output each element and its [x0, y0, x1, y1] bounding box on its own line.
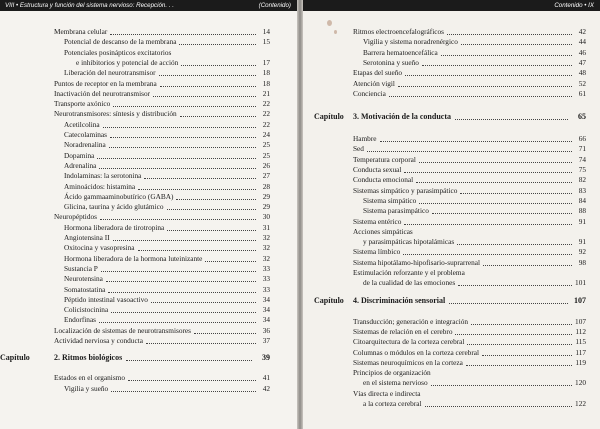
toc-entry-title: Transporte axónico — [54, 99, 111, 109]
toc-entry — [326, 358, 586, 368]
toc-leader-dots — [146, 343, 256, 344]
toc-entry-page: 18 — [262, 68, 270, 78]
toc-entry-title: Potenciales posinápticos excitatorios — [64, 47, 172, 57]
toc-entry — [326, 247, 586, 257]
toc-leader-dots — [99, 168, 256, 169]
toc-entry — [8, 373, 270, 383]
toc-entry-page: 34 — [262, 294, 270, 304]
toc-entry-page: 88 — [578, 206, 586, 216]
toc-leader-dots — [466, 365, 572, 366]
left-running-header — [0, 0, 297, 11]
right-page — [303, 0, 600, 429]
toc-entry-page: 74 — [578, 154, 586, 164]
toc-leader-dots — [106, 281, 256, 282]
toc-leader-dots — [460, 193, 572, 194]
toc-leader-dots — [194, 333, 256, 334]
toc-entry-title: Potencial de descanso de la membrana — [64, 37, 177, 47]
toc-entry-title: Acciones simpáticas — [353, 226, 413, 236]
toc-leader-dots — [461, 44, 572, 45]
toc-entry-title: en el sistema nervioso — [363, 378, 428, 388]
chapter-page: 107 — [574, 295, 586, 305]
chapter-label: Capítulo — [314, 295, 344, 305]
chapter-page: 39 — [262, 353, 270, 363]
toc-entry — [326, 175, 586, 185]
toc-entry-title: Adrenalina — [64, 160, 97, 170]
toc-entry-title: Noradrenalina — [64, 140, 106, 150]
toc-entry-page: 25 — [262, 140, 270, 150]
toc-entry — [326, 278, 586, 288]
toc-entry-title: Sistema límbico — [353, 247, 401, 257]
toc-leader-dots — [404, 172, 572, 173]
left-page — [0, 0, 297, 429]
toc-entry-page: 112 — [575, 326, 586, 336]
toc-entry-page: 83 — [578, 185, 586, 195]
toc-leader-dots — [458, 285, 572, 286]
toc-entry-title: Péptido intestinal vasoactivo — [64, 294, 148, 304]
toc-entry-page: 17 — [262, 57, 270, 67]
toc-entry — [8, 315, 270, 325]
toc-entry — [8, 264, 270, 274]
toc-entry-page: 91 — [578, 216, 586, 226]
toc-entry-title: Sustancia P — [64, 263, 98, 273]
toc-entry-title: Sistemas neuroquímicos en la corteza — [353, 357, 463, 367]
toc-entry-page: 22 — [262, 109, 270, 119]
toc-entry-page: 34 — [262, 305, 270, 315]
toc-entry-page: 47 — [578, 57, 586, 67]
toc-leader-dots — [398, 86, 572, 87]
toc-entry-title: Acetilcolina — [64, 119, 100, 129]
toc-entry — [8, 171, 270, 181]
toc-entry-page: 84 — [578, 195, 586, 205]
toc-leader-dots — [179, 44, 256, 45]
toc-entry — [8, 99, 270, 109]
right-running-header — [303, 0, 600, 11]
toc-entry — [326, 327, 586, 337]
toc-entry-page: 18 — [262, 78, 270, 88]
toc-leader-dots — [419, 162, 572, 163]
toc-leader-dots — [471, 324, 572, 325]
toc-entry-title: Sistemas simpático y parasimpático — [353, 185, 458, 195]
toc-entry — [326, 317, 586, 327]
toc-entry — [326, 206, 586, 216]
toc-entry-page: 29 — [262, 191, 270, 201]
toc-entry — [8, 212, 270, 222]
toc-entry-title: Localización de sistemas de neurotransmisores — [54, 325, 191, 335]
toc-entry-title: Hambre — [353, 134, 377, 144]
toc-entry — [326, 37, 586, 47]
toc-entry-page: 21 — [262, 88, 270, 98]
toc-entry-title: Glicina, taurina y ácido glutámico — [64, 202, 164, 212]
toc-entry-title: Transducción; generación e integración — [353, 316, 469, 326]
toc-leader-dots — [455, 119, 568, 120]
toc-entry — [326, 237, 586, 247]
toc-entry — [8, 140, 270, 150]
toc-leader-dots — [138, 189, 256, 190]
toc-entry-page: 48 — [578, 68, 586, 78]
toc-entry — [8, 130, 270, 140]
toc-entry — [8, 120, 270, 130]
toc-entry-title: Colicistocinina — [64, 305, 109, 315]
toc-entry-title: Conducta emocional — [353, 175, 414, 185]
toc-entry-title: Sistemas de relación en el cerebro — [353, 326, 453, 336]
toc-entry-title: Ácido gammaaminobutírico (GABA) — [64, 191, 174, 201]
toc-entry — [8, 58, 270, 68]
toc-entry — [8, 68, 270, 78]
toc-entry-title: Inactivación del neurotransmisor — [54, 88, 151, 98]
toc-leader-dots — [97, 158, 256, 159]
toc-leader-dots — [167, 209, 257, 210]
toc-entry — [326, 134, 586, 144]
chapter-label: Capítulo — [314, 112, 344, 122]
toc-leader-dots — [151, 302, 256, 303]
toc-entry-title: Serotonina y sueño — [363, 57, 419, 67]
toc-entry — [8, 27, 270, 37]
toc-entry-title: Conciencia — [353, 88, 386, 98]
toc-entry — [8, 295, 270, 305]
toc-entry-title: Citoarquitectura de la corteza cerebral — [353, 337, 465, 347]
toc-entry-title: Neurotensina — [64, 274, 103, 284]
toc-entry — [326, 58, 586, 68]
toc-entry-page: 27 — [262, 171, 270, 181]
toc-leader-dots — [181, 65, 256, 66]
toc-entry-title: Vigilia y sistema noradrenérgico — [363, 37, 458, 47]
toc-leader-dots — [167, 230, 256, 231]
toc-entry-title: Principios de organización — [353, 368, 431, 378]
toc-leader-dots — [403, 254, 572, 255]
toc-leader-dots — [422, 65, 572, 66]
toc-leader-dots — [126, 360, 252, 361]
toc-entry — [8, 79, 270, 89]
toc-entry-title: Etapas del sueño — [353, 68, 403, 78]
toc-entry-title: Columnas o módulos en la corteza cerebral — [353, 347, 480, 357]
toc-entry-title: de la cualidad de las emociones — [363, 278, 456, 288]
toc-leader-dots — [103, 127, 256, 128]
toc-entry-page: 71 — [578, 144, 586, 154]
toc-entry-title: Somatostatina — [64, 284, 106, 294]
toc-entry-page: 41 — [262, 373, 270, 383]
toc-entry — [326, 399, 586, 409]
toc-entry-page: 33 — [262, 274, 270, 284]
toc-leader-dots — [205, 261, 256, 262]
toc-leader-dots — [101, 271, 256, 272]
toc-leader-dots — [432, 213, 572, 214]
toc-leader-dots — [160, 86, 256, 87]
toc-entry-page: 42 — [578, 27, 586, 36]
toc-entry — [326, 155, 586, 165]
toc-entry — [8, 336, 270, 346]
toc-entry-title: Hormona liberadora de tirotropina — [64, 222, 165, 232]
toc-entry — [8, 243, 270, 253]
toc-entry-title: Sistema hipotálamo-hipofisario-suprarrenal — [353, 257, 481, 267]
toc-entry-page: 107 — [575, 316, 586, 326]
toc-leader-dots — [111, 391, 256, 392]
toc-leader-dots — [153, 96, 256, 97]
toc-leader-dots — [389, 96, 572, 97]
toc-entry-page: 32 — [262, 233, 270, 242]
toc-entry-page: 52 — [578, 78, 586, 88]
toc-entry-title: Sistema simpático — [363, 195, 417, 205]
toc-entry-title: Neuropéptidos — [54, 212, 97, 222]
toc-entry-title: Neurotransmisores: síntesis y distribución — [54, 109, 177, 119]
toc-entry-page: 24 — [262, 130, 270, 139]
toc-entry-title: Catecolaminas — [64, 130, 107, 139]
paper-stain — [327, 20, 332, 26]
toc-entry-page: 75 — [578, 165, 586, 174]
toc-leader-dots — [367, 151, 572, 152]
chapter-page: 65 — [578, 112, 586, 122]
toc-entry-page: 98 — [578, 257, 586, 267]
toc-entry — [8, 182, 270, 192]
toc-entry-title: Conducta sexual — [353, 165, 402, 174]
toc-entry-title: a la corteza cerebral — [363, 399, 422, 408]
toc-entry-page: 25 — [262, 150, 270, 160]
toc-entry — [326, 368, 586, 378]
toc-entry-title: Vías directa e indirecta — [353, 388, 421, 398]
toc-entry-page: 122 — [575, 399, 586, 408]
toc-entry — [8, 384, 270, 394]
chapter-label: Capítulo — [0, 353, 30, 363]
toc-entry-title: Sistema entérico — [353, 216, 402, 226]
toc-entry — [326, 27, 586, 37]
left-header-section: (Contenido) — [258, 2, 291, 9]
toc-entry-title: y parasimpáticas hipotalámicas — [363, 237, 455, 247]
toc-entry-page: 33 — [262, 284, 270, 294]
chapter-heading — [314, 111, 586, 123]
toc-leader-dots — [176, 199, 256, 200]
toc-entry-page: 61 — [578, 88, 586, 98]
toc-leader-dots — [405, 75, 572, 76]
toc-entry — [8, 285, 270, 295]
toc-entry-title: Indolaminas: la serotonina — [64, 171, 142, 181]
toc-entry — [8, 151, 270, 161]
toc-entry — [8, 109, 270, 119]
toc-entry-page: 101 — [575, 278, 586, 288]
toc-leader-dots — [447, 34, 572, 35]
toc-entry — [326, 258, 586, 268]
toc-entry — [326, 268, 586, 278]
toc-entry-title: e inhibitorios y potencial de acción — [76, 57, 179, 67]
toc-leader-dots — [111, 312, 256, 313]
toc-entry-title: Temperatura corporal — [353, 154, 416, 164]
toc-leader-dots — [180, 116, 256, 117]
toc-entry-page: 117 — [575, 347, 586, 357]
toc-entry — [8, 326, 270, 336]
toc-leader-dots — [467, 344, 572, 345]
toc-entry — [326, 186, 586, 196]
toc-entry-title: Oxitocina y vasopresina — [64, 243, 135, 253]
right-header-title: Contenido • IX — [554, 2, 594, 9]
toc-entry-page: 119 — [575, 357, 586, 367]
toc-entry-title: Actividad nerviosa y conducta — [54, 336, 143, 345]
toc-entry — [326, 337, 586, 347]
chapter-title: 2. Ritmos biológicos — [54, 353, 123, 363]
toc-leader-dots — [404, 224, 572, 225]
toc-entry-title: Endorfinas — [64, 315, 97, 325]
chapter-heading — [0, 352, 270, 364]
toc-entry-page: 15 — [262, 37, 270, 47]
toc-entry-title: Aminoácidos: histamina — [64, 181, 136, 191]
toc-entry-page: 28 — [262, 181, 270, 191]
left-header-title: VIII • Estructura y función del sistema nervioso: Recepción. . . — [5, 2, 174, 9]
toc-leader-dots — [380, 141, 572, 142]
toc-entry — [8, 48, 270, 58]
toc-entry — [8, 274, 270, 284]
toc-leader-dots — [441, 55, 572, 56]
toc-entry — [326, 89, 586, 99]
toc-entry — [8, 223, 270, 233]
toc-entry-title: Sed — [353, 144, 364, 154]
paper-stain — [334, 30, 337, 34]
toc-leader-dots — [457, 244, 572, 245]
toc-entry-title: Dopamina — [64, 150, 95, 160]
toc-entry-page: 14 — [262, 27, 270, 36]
toc-entry — [326, 348, 586, 358]
chapter-title: 4. Discriminación sensorial — [353, 295, 446, 305]
toc-leader-dots — [455, 334, 572, 335]
toc-entry-page: 29 — [262, 202, 270, 212]
toc-entry — [326, 196, 586, 206]
toc-entry-page: 26 — [262, 160, 270, 170]
toc-entry — [326, 79, 586, 89]
toc-entry — [8, 202, 270, 212]
chapter-title: 3. Motivación de la conducta — [353, 112, 451, 122]
toc-entry — [326, 217, 586, 227]
toc-leader-dots — [419, 203, 572, 204]
toc-entry-page: 33 — [262, 263, 270, 273]
toc-entry-title: Liberación del neurotransmisor — [64, 68, 156, 78]
toc-leader-dots — [138, 250, 256, 251]
toc-entry — [8, 192, 270, 202]
toc-entry-page: 22 — [262, 99, 270, 109]
toc-entry-page: 44 — [578, 37, 586, 47]
toc-entry-page: 32 — [262, 243, 270, 253]
toc-entry-page: 115 — [575, 337, 586, 347]
toc-entry-page: 46 — [578, 47, 586, 57]
toc-entry-title: Puntos de receptor en la membrana — [54, 78, 157, 88]
toc-entry-page: 37 — [262, 336, 270, 345]
toc-entry — [326, 227, 586, 237]
toc-entry-page: 66 — [578, 134, 586, 144]
toc-entry — [8, 89, 270, 99]
toc-leader-dots — [99, 322, 256, 323]
toc-entry-title: Sistema parasimpático — [363, 206, 429, 216]
toc-leader-dots — [425, 406, 572, 407]
toc-leader-dots — [110, 34, 256, 35]
toc-entry-page: 91 — [578, 237, 586, 247]
toc-leader-dots — [100, 219, 256, 220]
toc-entry-title: Membrana celular — [54, 27, 108, 36]
toc-leader-dots — [482, 355, 572, 356]
toc-leader-dots — [483, 265, 572, 266]
chapter-heading — [314, 295, 586, 307]
toc-entry-page: 32 — [262, 253, 270, 263]
toc-leader-dots — [449, 303, 568, 304]
toc-entry-page: 120 — [575, 378, 586, 388]
toc-entry — [8, 233, 270, 243]
toc-entry-title: Estados en el organismo — [54, 373, 125, 383]
toc-entry — [326, 68, 586, 78]
toc-entry-page: 42 — [262, 383, 270, 393]
toc-entry-page: 36 — [262, 325, 270, 335]
toc-entry-page: 92 — [578, 247, 586, 257]
toc-entry-title: Hormona liberadora de la hormona luteinizante — [64, 253, 203, 263]
toc-leader-dots — [110, 137, 256, 138]
toc-entry — [326, 378, 586, 388]
toc-entry-title: Ritmos electroencefalográficos — [353, 27, 444, 36]
toc-entry — [8, 161, 270, 171]
right-toc — [314, 27, 586, 427]
toc-entry-page: 30 — [262, 212, 270, 222]
toc-entry-title: Atención vigil — [353, 78, 395, 88]
toc-leader-dots — [128, 380, 256, 381]
toc-entry-title: Estimulación reforzante y el problema — [353, 268, 465, 277]
toc-entry-page: 31 — [262, 222, 270, 232]
toc-entry-page: 34 — [262, 315, 270, 325]
toc-leader-dots — [108, 292, 256, 293]
toc-entry — [8, 254, 270, 264]
toc-leader-dots — [113, 240, 256, 241]
toc-leader-dots — [113, 106, 256, 107]
toc-leader-dots — [109, 147, 256, 148]
toc-entry — [326, 389, 586, 399]
toc-leader-dots — [159, 75, 256, 76]
toc-entry — [326, 48, 586, 58]
toc-leader-dots — [431, 385, 572, 386]
toc-entry-page: 82 — [578, 175, 586, 185]
left-toc — [0, 27, 270, 427]
toc-leader-dots — [416, 182, 572, 183]
toc-leader-dots — [144, 178, 256, 179]
toc-entry — [8, 305, 270, 315]
toc-entry-title: Angiotensina II — [64, 233, 110, 242]
toc-entry-page: 22 — [262, 119, 270, 129]
toc-entry — [326, 165, 586, 175]
toc-entry — [326, 144, 586, 154]
toc-entry-title: Vigilia y sueño — [64, 383, 109, 393]
toc-entry — [8, 37, 270, 47]
toc-entry-title: Barrera hematoencefálica — [363, 47, 438, 57]
